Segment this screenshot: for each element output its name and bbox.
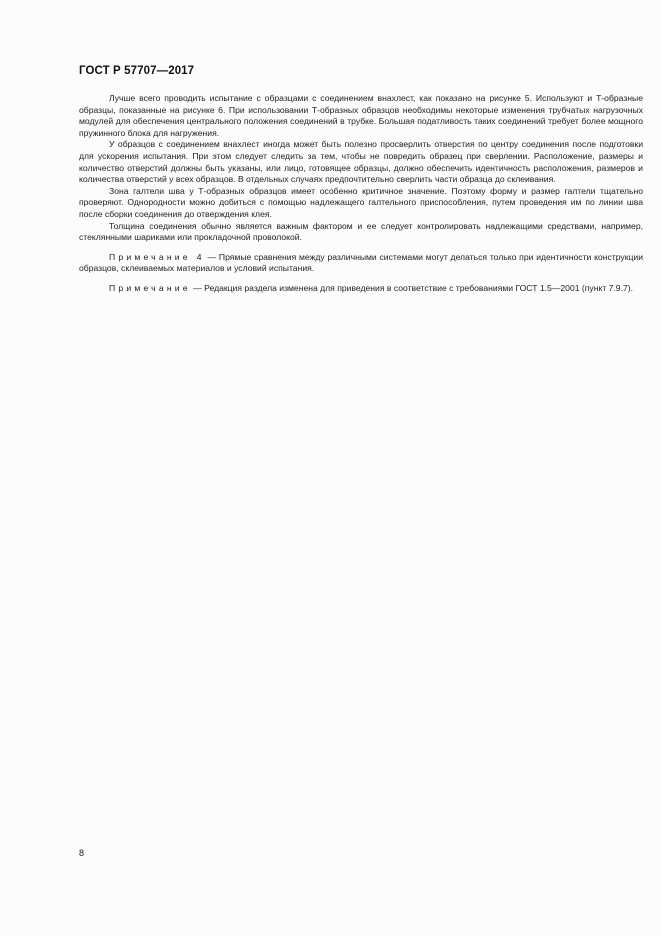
note-editorial-label: Примечание — [109, 282, 191, 293]
document-body — [79, 93, 643, 295]
note-editorial — [79, 283, 643, 295]
note-editorial-text: — Редакция раздела изменена для приведения в соответствие с требованиями ГОСТ 1.5—2001 (пункт 7.9.7). — [190, 282, 634, 293]
note-4-label: Примечание 4 — [109, 251, 205, 262]
paragraph-drilling-holes: У образцов с соединением внахлест иногда может быть полезно просверлить отверстия по центру соединения после подготовки для ускорения испытания. При этом следует следить за тем, чтобы не повредить образец при сверлении. Расположение, размеры и количество отверстий должны быть указаны, или лицо, готовящее образцы, должно обеспечить идентичность расположения, размеров и количества отверстий у всех образцов. В отдельных случаях предпочтительно сверлить части образца до склеивания. — [79, 139, 643, 185]
page-number: 8 — [79, 848, 85, 858]
paragraph-fillet-zone: Зона галтели шва у Т-образных образцов имеет особенно критичное значение. Поэтому форму и размер галтели тщательно проверяют. Однородности можно добиться с помощью надлежащего галтельного приспособления, путем проведения им по линии шва после сборки соединения до отверждения клея. — [79, 185, 643, 219]
note-4-text: — Прямые сравнения между различными системами могут делаться только при идентичности конструкции образцов, склеиваемых материалов и условий испытания. — [79, 251, 643, 274]
document-header: ГОСТ Р 57707—2017 — [79, 65, 195, 77]
note-4 — [79, 252, 643, 275]
paragraph-lap-joint-testing: Лучше всего проводить испытание с образцами с соединением внахлест, как показано на рисунке 5. Используют и Т-образные образцы, показанные на рисунке 6. При использовании Т-образных образцов необходимы некоторые изменения трубчатых нагрузочных модулей для обеспечения центрального положения соединений в трубке. Большая податливость таких соединений требует более мощного пружинного блока для нагружения. — [79, 93, 643, 138]
paragraph-joint-thickness: Толщина соединения обычно является важным фактором и ее следует контролировать надлежащими средствами, например, стеклянными шариками или прокладочной проволокой. — [79, 220, 643, 243]
